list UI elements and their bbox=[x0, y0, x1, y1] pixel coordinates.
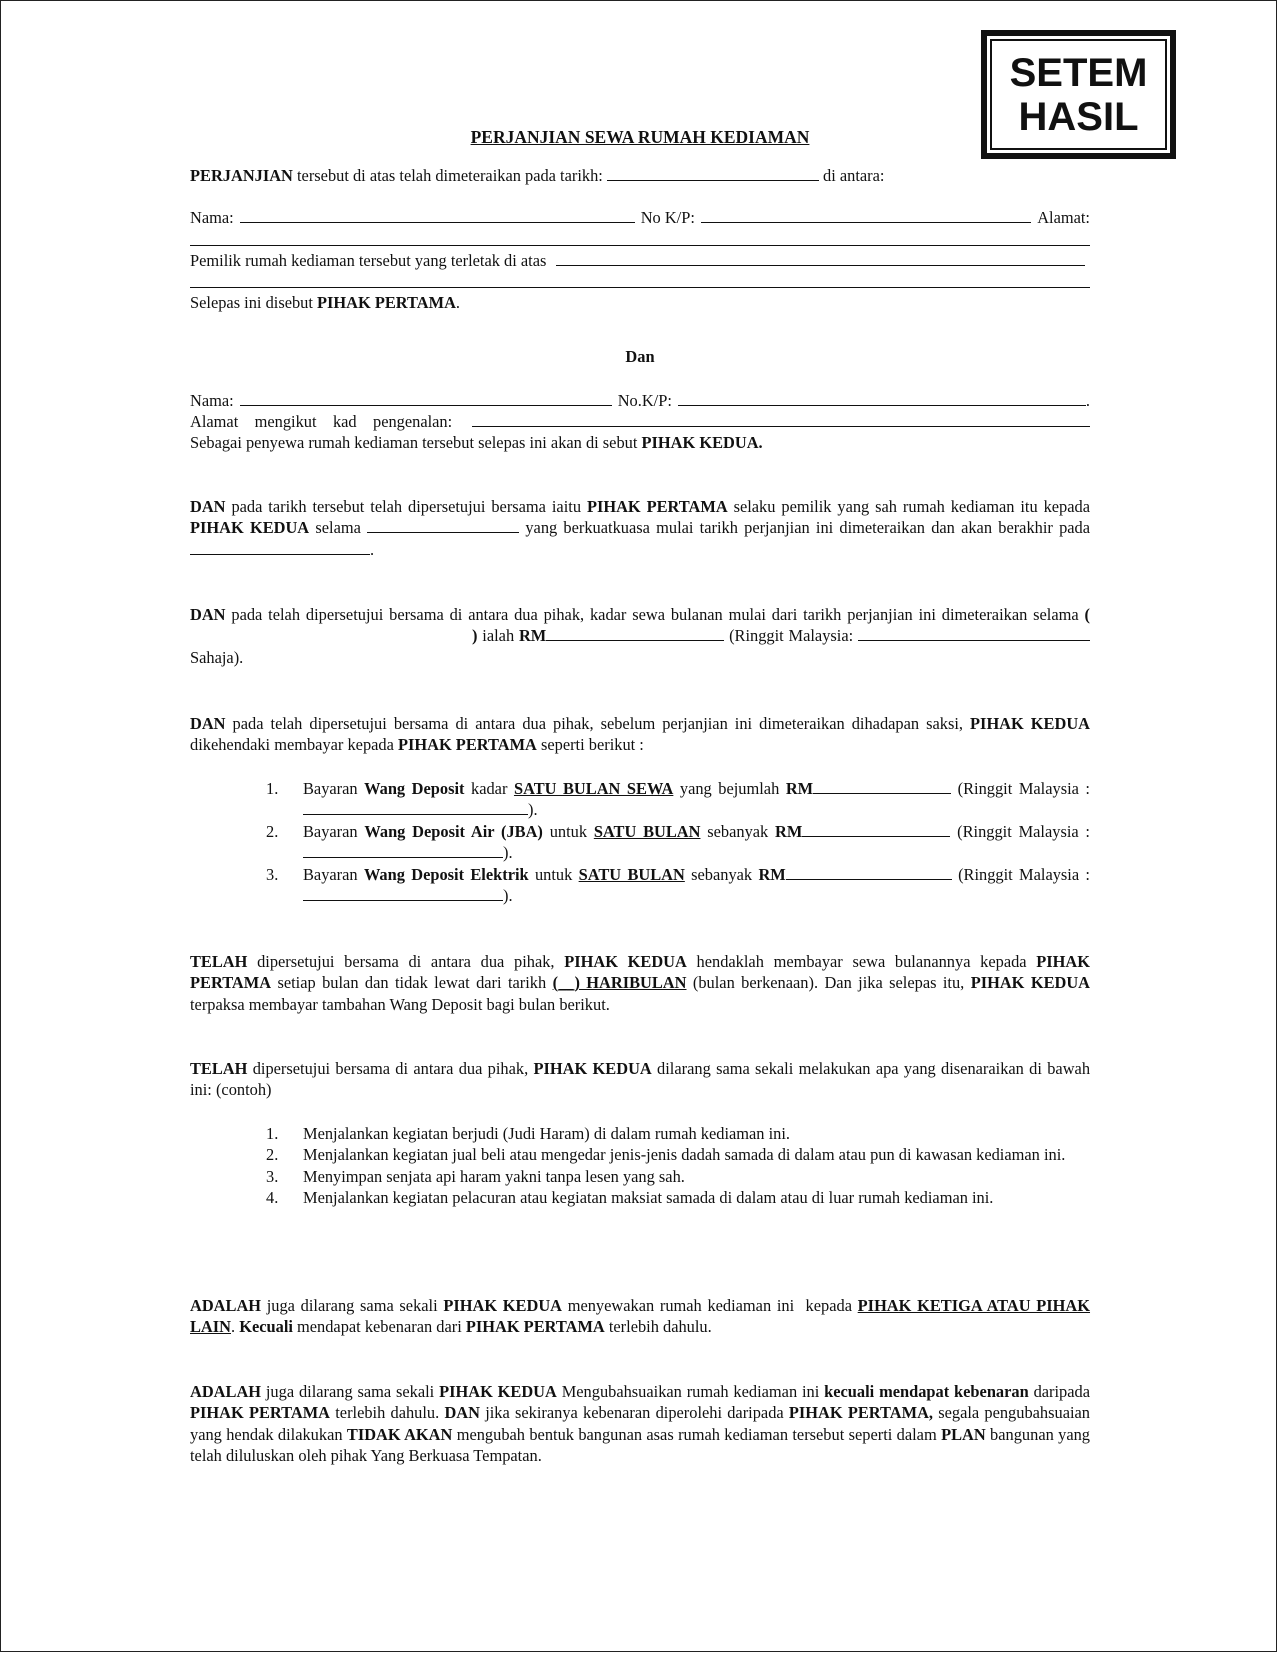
p7-t5: jika sekiranya kebenaran diperolehi daripada bbox=[479, 1403, 789, 1423]
p7-s6: PIHAK PERTAMA, bbox=[788, 1403, 933, 1423]
pihak-pertama-label: PIHAK PERTAMA bbox=[317, 293, 456, 312]
tempoh-blank bbox=[367, 518, 519, 533]
deposit-3-period: SATU BULAN bbox=[578, 864, 685, 884]
deposit-2-pre: Bayaran bbox=[303, 821, 365, 841]
deposit-3-rm-blank bbox=[786, 865, 952, 880]
p1-t2: selaku pemilik yang sah rumah kediaman itu kepada bbox=[727, 497, 1090, 516]
p1-s3: PIHAK KEDUA bbox=[190, 518, 310, 538]
p2-t5: (Ringgit Malaysia: bbox=[724, 626, 858, 646]
pihak-kedua-label: PIHAK KEDUA. bbox=[641, 433, 763, 452]
deposit-3-num: 3. bbox=[266, 864, 279, 884]
prohibition-1-num: 1. bbox=[266, 1124, 279, 1143]
p4-s5: PIHAK KEDUA bbox=[970, 973, 1091, 993]
para-larangan bbox=[190, 1058, 1090, 1101]
p3-s1: DAN bbox=[190, 714, 226, 733]
para-ubahsuai bbox=[190, 1381, 1090, 1467]
p3-t1: pada telah dipersetujui bersama di antara dua pihak, sebelum perjanjian ini dimeteraikan dihadapan saksi, bbox=[225, 714, 971, 733]
p2-t2: ( bbox=[1084, 605, 1090, 624]
prohibition-2-text: Menjalankan kegiatan jual beli atau mengedar jenis-jenis dadah samada di dalam atau pun di kawasan kediaman ini. bbox=[303, 1145, 1066, 1165]
p7-s1: ADALAH bbox=[190, 1382, 262, 1401]
p4-t2: hendaklah membayar sewa bulanannya kepada bbox=[686, 952, 1037, 971]
tarikh-akhir-blank bbox=[190, 540, 370, 555]
party1-nokp-blank bbox=[701, 208, 1031, 223]
party1-nama-label: Nama: bbox=[190, 208, 234, 227]
party2-nokp-blank bbox=[678, 391, 1086, 406]
deposit-2-mid: untuk bbox=[542, 821, 594, 841]
party1-owner-row bbox=[190, 250, 1085, 271]
p5-t2: dilarang sama sekali melakukan apa yang disenaraikan di bawah ini: (contoh) bbox=[190, 1059, 1091, 1100]
deposit-2-end: ). bbox=[503, 843, 513, 863]
list-item bbox=[190, 864, 1090, 907]
deposit-1-period: SATU BULAN SEWA bbox=[513, 779, 674, 798]
para-sewa-semula bbox=[190, 1295, 1090, 1338]
sewa-ringgit-blank bbox=[858, 626, 1090, 641]
p6-s2: PIHAK KEDUA bbox=[443, 1296, 562, 1315]
p5-t1: dipersetujui bersama di antara dua pihak, bbox=[247, 1059, 534, 1078]
deposit-2-period: SATU BULAN bbox=[593, 821, 701, 841]
deposit-3-rm: RM bbox=[758, 864, 786, 884]
deposit-2-item: Wang Deposit Air (JBA) bbox=[364, 821, 543, 841]
deposit-3-amt: sebanyak bbox=[684, 864, 759, 884]
deposit-1-end: ). bbox=[528, 800, 538, 820]
p2-t4: ialah bbox=[477, 626, 519, 646]
deposit-3-mid: untuk bbox=[528, 864, 579, 884]
p7-s2: PIHAK KEDUA bbox=[439, 1382, 557, 1401]
p4-t1: dipersetujui bersama di antara dua pihak, bbox=[247, 952, 565, 971]
party1-extra-line bbox=[190, 287, 1090, 288]
list-item bbox=[190, 1123, 1090, 1144]
list-item bbox=[190, 1166, 1090, 1187]
deposit-1-rm: RM bbox=[785, 779, 814, 798]
intro-text: tersebut di atas telah dimeteraikan pada tarikh: bbox=[292, 166, 607, 185]
prohibition-list bbox=[190, 1123, 1090, 1209]
sewa-rm-blank bbox=[546, 626, 724, 641]
p2-t3: ) bbox=[472, 626, 478, 646]
party2-alamat-blank bbox=[472, 412, 1090, 427]
p1-s2: PIHAK PERTAMA bbox=[586, 497, 728, 516]
deposit-3-item: Wang Deposit Elektrik bbox=[363, 864, 529, 884]
dan-heading bbox=[190, 346, 1090, 367]
party2-alamat-label: Alamat mengikut kad pengenalan: bbox=[190, 412, 453, 431]
party2-nama-label: Nama: bbox=[190, 391, 234, 410]
deposit-2-ringgit-blank bbox=[303, 843, 503, 858]
deposit-2-ringgit: (Ringgit Malaysia : bbox=[950, 821, 1090, 841]
prohibition-3-num: 3. bbox=[266, 1166, 279, 1186]
p4-s1: TELAH bbox=[190, 952, 248, 971]
deposit-2-rm: RM bbox=[775, 821, 803, 841]
party1-selepas-text: Selepas ini disebut bbox=[190, 293, 318, 312]
prohibition-4-num: 4. bbox=[266, 1188, 279, 1208]
p4-s4: (__) HARIBULAN bbox=[552, 973, 687, 993]
p1-s1: DAN bbox=[190, 497, 226, 516]
party1-nokp-label: No K/P: bbox=[640, 208, 695, 227]
p7-s7: TIDAK AKAN bbox=[346, 1424, 453, 1444]
deposit-1-item: Wang Deposit bbox=[364, 779, 465, 798]
p7-s5: DAN bbox=[444, 1403, 480, 1423]
p7-t4: terlebih dahulu. bbox=[330, 1403, 445, 1423]
p7-t7: mengubah bentuk bangunan asas rumah kediaman tersebut seperti dalam bbox=[452, 1424, 942, 1444]
p6-t2: menyewakan rumah kediaman ini kepada bbox=[562, 1296, 858, 1315]
p6-s1: ADALAH bbox=[190, 1296, 262, 1315]
p7-s4: PIHAK PERTAMA bbox=[190, 1403, 331, 1423]
p4-t5: terpaksa membayar tambahan Wang Deposit bagi bulan berikut. bbox=[190, 994, 610, 1014]
party2-nama-blank bbox=[240, 391, 612, 406]
deposit-1-amt: yang bejumlah bbox=[673, 779, 786, 798]
prohibition-3-text: Menyimpan senjata api haram yakni tanpa lesen yang sah. bbox=[303, 1166, 685, 1186]
para-bayaran bbox=[190, 713, 1099, 756]
p3-t2: dikehendaki membayar kepada bbox=[190, 714, 1099, 755]
prohibition-1-text: Menjalankan kegiatan berjudi (Judi Haram) di dalam rumah kediaman ini. bbox=[303, 1124, 791, 1143]
p2-s1: DAN bbox=[190, 605, 226, 624]
p1-t5: . bbox=[370, 539, 375, 559]
deposit-3-ringgit: (Ringgit Malaysia : bbox=[951, 864, 1090, 884]
p5-s2: PIHAK KEDUA bbox=[533, 1059, 652, 1078]
p6-s4: Kecuali bbox=[239, 1317, 293, 1337]
party1-alamat-label: Alamat: bbox=[1037, 208, 1090, 227]
p6-s5: PIHAK PERTAMA bbox=[465, 1317, 605, 1337]
deposit-1-rm-blank bbox=[813, 779, 951, 794]
party2-dot: . bbox=[1085, 391, 1090, 410]
deposit-1-num: 1. bbox=[266, 779, 279, 798]
p7-s8: PLAN bbox=[941, 1424, 986, 1444]
para-sewa-bulanan bbox=[190, 951, 1090, 1015]
p4-t4: (bulan berkenaan). Dan jika selepas itu, bbox=[686, 973, 971, 993]
deposit-1-ringgit-blank bbox=[303, 800, 528, 815]
deposit-1-mid: kadar bbox=[464, 779, 514, 798]
deposit-2-amt: sebanyak bbox=[700, 821, 776, 841]
party1-owner-text: Pemilik rumah kediaman tersebut yang terletak di atas bbox=[190, 251, 547, 270]
deposit-2-rm-blank bbox=[802, 822, 950, 837]
party1-row bbox=[190, 207, 1090, 228]
deposit-list bbox=[190, 778, 1090, 906]
p7-t1: juga dilarang sama sekali bbox=[261, 1382, 440, 1401]
p2-s2: RM bbox=[518, 626, 547, 646]
party2-row bbox=[190, 390, 1090, 411]
p6-t1: juga dilarang sama sekali bbox=[261, 1296, 444, 1315]
list-item bbox=[190, 821, 1090, 864]
list-item bbox=[190, 1187, 1090, 1208]
party1-end: . bbox=[455, 293, 461, 312]
intro-tail: di antara: bbox=[818, 166, 885, 185]
p7-t2: Mengubahsuaikan rumah kediaman ini bbox=[556, 1382, 825, 1401]
p3-s2: PIHAK KEDUA bbox=[970, 714, 1091, 733]
p7-s3: kecuali mendapat kebenaran bbox=[824, 1382, 1029, 1401]
stamp-line-2: HASIL bbox=[1018, 94, 1139, 139]
p6-t3: . bbox=[231, 1317, 240, 1337]
list-item bbox=[190, 1144, 1090, 1165]
stamp-line-1: SETEM bbox=[1009, 50, 1148, 95]
list-item bbox=[190, 778, 1090, 821]
party1-nama-blank bbox=[240, 208, 635, 223]
p1-t4: yang berkuatkuasa mulai tarikh perjanjian ini dimeteraikan dan akan berakhir pada bbox=[519, 518, 1091, 538]
p7-t6: segala pengubahsuaian yang hendak dilakukan bbox=[190, 1403, 1090, 1444]
document-title: PERJANJIAN SEWA RUMAH KEDIAMAN bbox=[470, 127, 810, 147]
party1-address-line bbox=[190, 245, 1090, 246]
p6-t4: mendapat kebenaran dari bbox=[292, 1317, 466, 1337]
p7-t8: bangunan yang telah diluluskan oleh pihak Yang Berkuasa Tempatan. bbox=[190, 1424, 1091, 1466]
intro-lead: PERJANJIAN bbox=[190, 166, 293, 185]
p1-t1: pada tarikh tersebut telah dipersetujui bersama iaitu bbox=[225, 497, 587, 516]
p6-t5: terlebih dahulu. bbox=[604, 1317, 712, 1337]
party2-sebagai-text: Sebagai penyewa rumah kediaman tersebut selepas ini akan di sebut bbox=[190, 433, 642, 452]
p7-t3: daripada bbox=[1028, 1382, 1090, 1401]
deposit-3-end: ). bbox=[503, 886, 513, 906]
p4-s2: PIHAK KEDUA bbox=[564, 952, 687, 971]
date-blank bbox=[607, 166, 819, 181]
party2-alamat-row bbox=[190, 411, 1090, 432]
para-kadar-sewa bbox=[190, 604, 1090, 668]
prohibition-4-text: Menjalankan kegiatan pelacuran atau kegiatan maksiat samada di dalam atau di luar rumah kediaman ini. bbox=[303, 1188, 994, 1208]
party2-sebagai bbox=[190, 432, 1090, 453]
p2-t6: Sahaja). bbox=[190, 647, 244, 667]
deposit-2-num: 2. bbox=[266, 821, 279, 841]
p3-s3: PIHAK PERTAMA bbox=[397, 735, 537, 755]
party2-nokp-label: No.K/P: bbox=[617, 391, 672, 410]
party1-selepas bbox=[190, 292, 1090, 313]
para-tempoh bbox=[190, 496, 1090, 560]
p5-s1: TELAH bbox=[190, 1059, 248, 1078]
party1-owner-blank bbox=[556, 251, 1085, 266]
p1-t3: selama bbox=[309, 518, 368, 538]
deposit-3-ringgit-blank bbox=[303, 886, 503, 901]
intro-line bbox=[190, 165, 1090, 186]
p2-t1: pada telah dipersetujui bersama di antara dua pihak, kadar sewa bulanan mulai dari tarikh perjanjian ini dimeteraikan selama bbox=[225, 605, 1085, 624]
p3-t3: seperti berikut : bbox=[536, 735, 644, 755]
deposit-1-ringgit: (Ringgit Malaysia : bbox=[951, 779, 1090, 798]
p4-s3: PIHAK PERTAMA bbox=[190, 952, 1091, 993]
deposit-1-pre: Bayaran bbox=[303, 779, 365, 798]
deposit-3-pre: Bayaran bbox=[303, 864, 364, 884]
prohibition-2-num: 2. bbox=[266, 1145, 279, 1165]
dan-text: Dan bbox=[625, 347, 655, 366]
p6-s3: PIHAK KETIGA ATAU PIHAK LAIN bbox=[190, 1296, 1091, 1337]
p4-t3: setiap bulan dan tidak lewat dari tarikh bbox=[271, 973, 553, 993]
